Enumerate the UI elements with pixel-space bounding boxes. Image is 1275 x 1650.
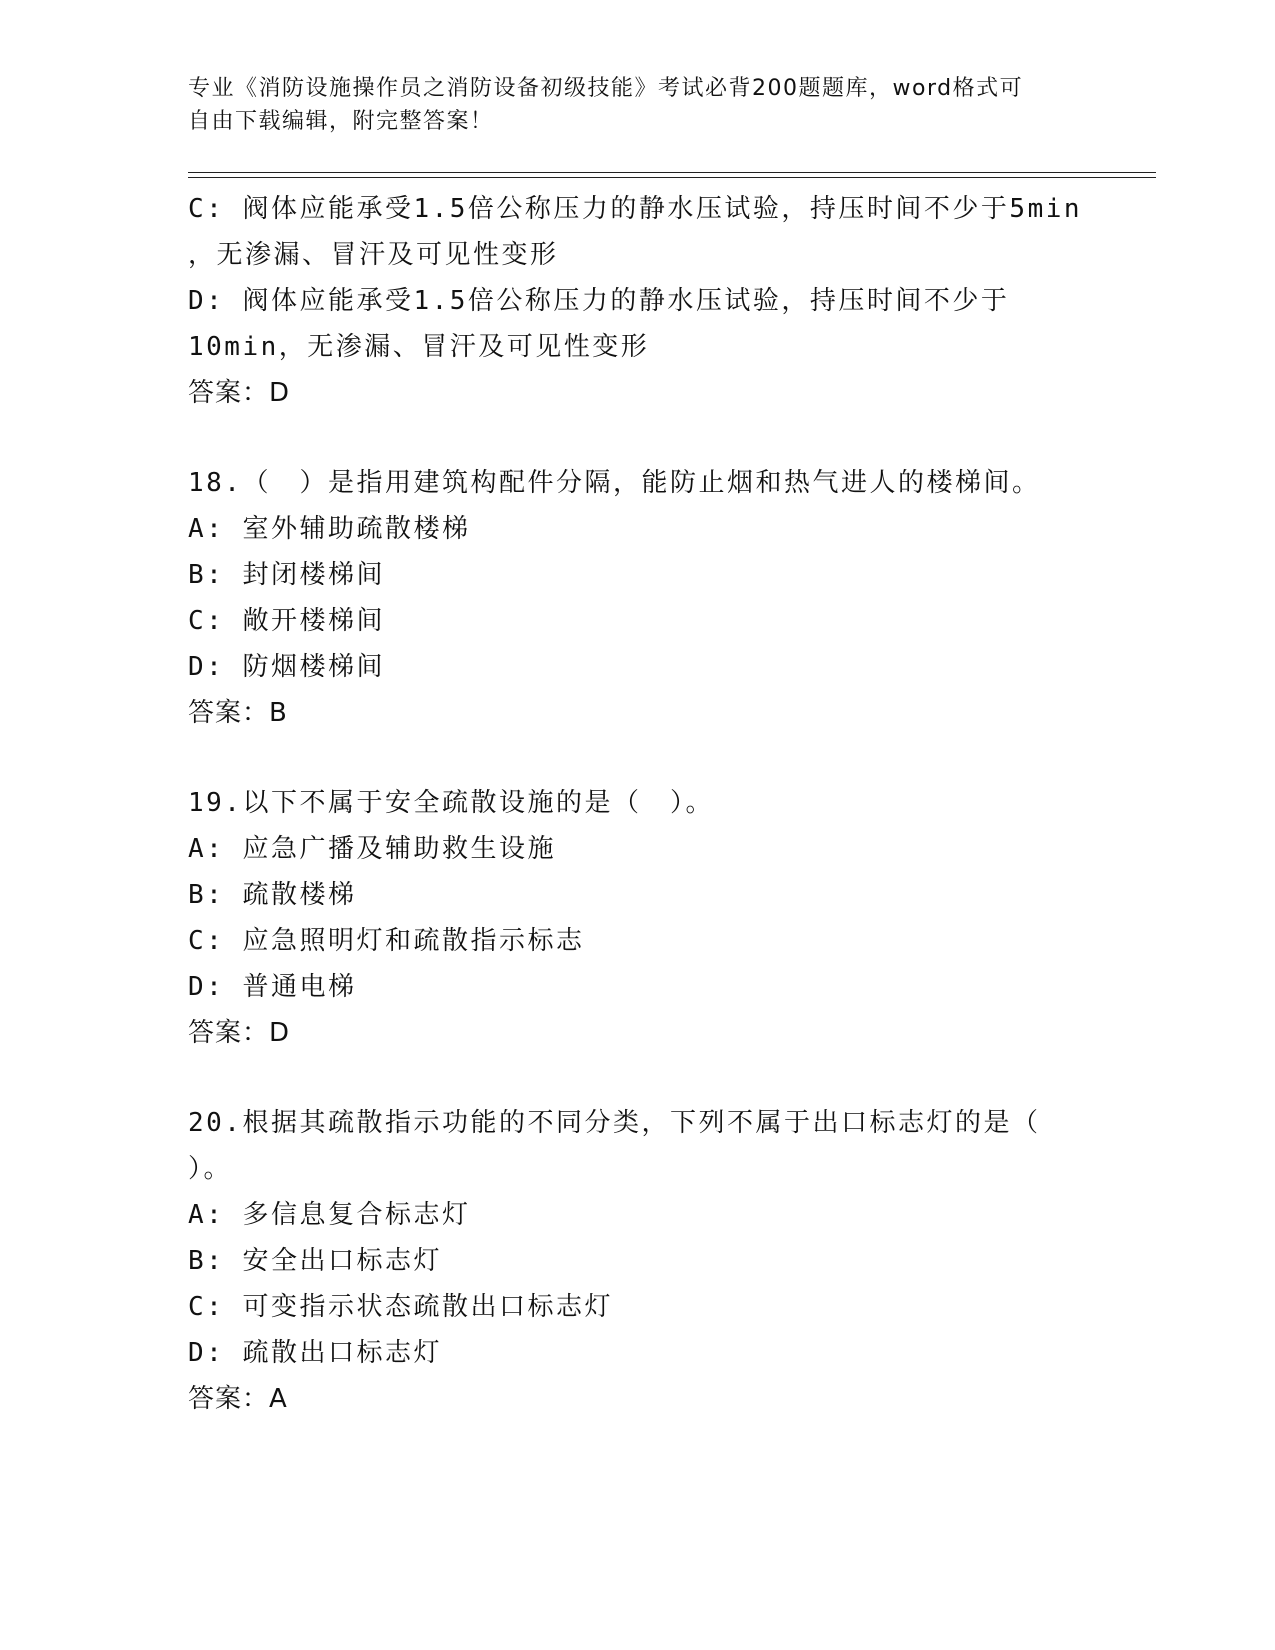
option-c-line-2: ，无渗漏、冒汗及可见性变形 [188, 240, 559, 270]
option-a: A: 应急广播及辅助救生设施 [188, 834, 556, 864]
header-title-line-2: 自由下载编辑，附完整答案！ [188, 109, 494, 134]
option-d-line-1: D: 阀体应能承受1.5倍公称压力的静水压试验，持压时间不少于 [188, 286, 1010, 316]
option-b: B: 封闭楼梯间 [188, 560, 385, 590]
option-d: D: 防烟楼梯间 [188, 652, 385, 682]
option-c: C: 敞开楼梯间 [188, 606, 385, 636]
answer-label: 答案：A [188, 1384, 288, 1414]
header-title-line-1: 专业《消防设施操作员之消防设备初级技能》考试必背200题题库，word格式可 [188, 76, 1024, 101]
option-d: D: 疏散出口标志灯 [188, 1338, 442, 1368]
option-c-line-1: C: 阀体应能承受1.5倍公称压力的静水压试验，持压时间不少于5min [188, 194, 1083, 224]
question-stem-line-2: ）。 [188, 1154, 233, 1184]
option-a: A: 室外辅助疏散楼梯 [188, 514, 471, 544]
answer-label: 答案：B [188, 698, 288, 728]
question-17-continued [188, 186, 1148, 416]
header-divider-top [188, 172, 1156, 173]
question-stem-line-1: 20.根据其疏散指示功能的不同分类，下列不属于出口标志灯的是（ [188, 1108, 1041, 1138]
option-c: C: 应急照明灯和疏散指示标志 [188, 926, 585, 956]
header-divider-bottom [188, 177, 1156, 178]
option-b: B: 疏散楼梯 [188, 880, 357, 910]
option-b: B: 安全出口标志灯 [188, 1246, 442, 1276]
answer-label: 答案：D [188, 378, 291, 408]
question-stem: 18.（ ）是指用建筑构配件分隔，能防止烟和热气进人的楼梯间。 [188, 468, 1041, 498]
question-18 [188, 460, 1148, 736]
answer-label: 答案：D [188, 1018, 291, 1048]
option-d: D: 普通电梯 [188, 972, 357, 1002]
question-20 [188, 1100, 1148, 1422]
option-d-line-2: 10min，无渗漏、冒汗及可见性变形 [188, 332, 650, 362]
option-a: A: 多信息复合标志灯 [188, 1200, 471, 1230]
question-list [188, 186, 1148, 1422]
document-header [188, 72, 1088, 138]
question-stem: 19.以下不属于安全疏散设施的是（ ）。 [188, 788, 714, 818]
question-19 [188, 780, 1148, 1056]
option-c: C: 可变指示状态疏散出口标志灯 [188, 1292, 613, 1322]
